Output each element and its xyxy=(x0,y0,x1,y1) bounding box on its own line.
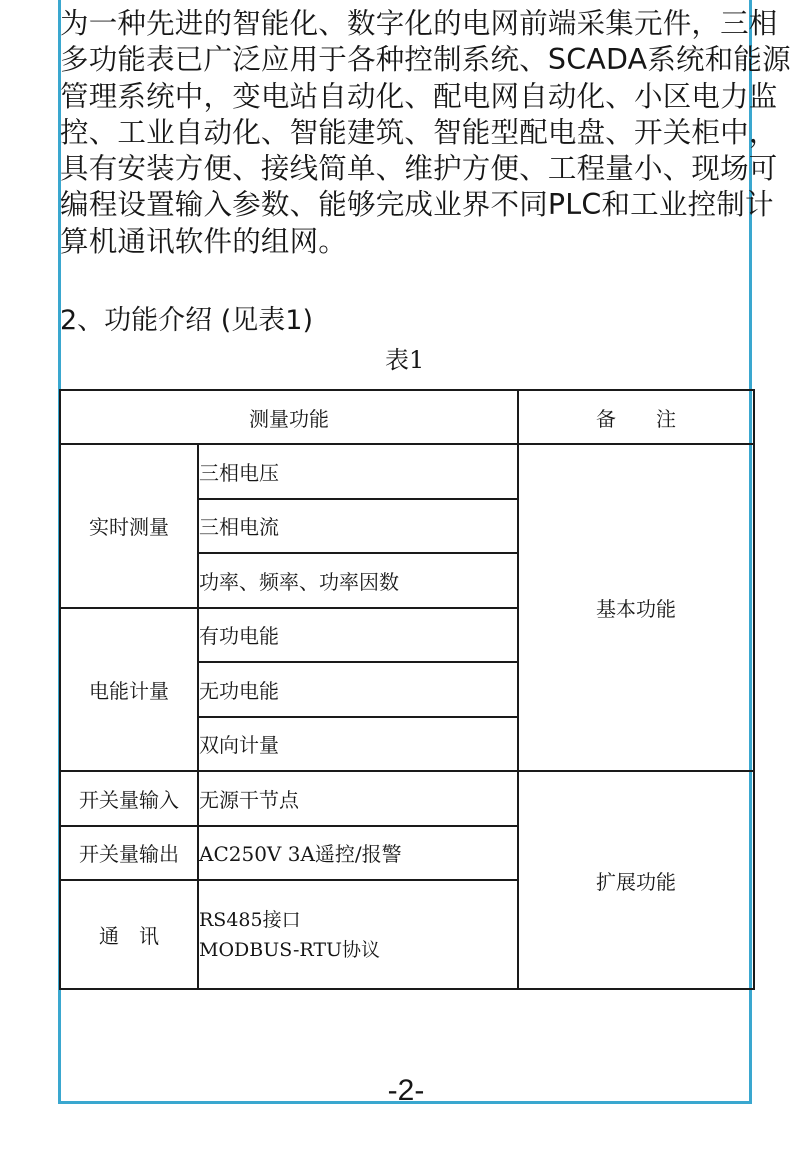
group-digital-input: 开关量输入 xyxy=(60,771,198,826)
page-number: -2- xyxy=(387,1074,425,1107)
item-active-energy: 有功电能 xyxy=(198,608,518,663)
item-power: 功率、频率、功率因数 xyxy=(198,553,518,608)
item-reactive-energy: 无功电能 xyxy=(198,662,518,717)
group-digital-output: 开关量输出 xyxy=(60,826,198,881)
group-energy: 电能计量 xyxy=(60,608,198,772)
intro-line: 算机通讯软件的组网。 xyxy=(60,224,348,258)
item-current: 三相电流 xyxy=(198,499,518,554)
group-realtime: 实时测量 xyxy=(60,444,198,608)
group-communication: 通 讯 xyxy=(60,880,198,989)
header-note: 备 注 xyxy=(518,390,754,444)
note-extended: 扩展功能 xyxy=(518,771,754,989)
section-heading: 2、功能介绍 (见表1) xyxy=(60,305,314,336)
table-row xyxy=(60,444,754,499)
header-measure: 测量功能 xyxy=(60,390,518,444)
intro-paragraph xyxy=(60,6,791,260)
comm-interface: RS485接口 xyxy=(199,908,301,931)
item-dry-contact: 无源干节点 xyxy=(198,771,518,826)
note-basic: 基本功能 xyxy=(518,444,754,771)
item-communication xyxy=(198,880,518,989)
comm-protocol: MODBUS-RTU协议 xyxy=(199,938,381,961)
intro-line: 编程设置输入参数、能够完成业界不同PLC和工业控制计 xyxy=(60,188,774,222)
intro-line: 控、工业自动化、智能建筑、智能型配电盘、开关柜中， xyxy=(60,115,778,149)
item-relay-output: AC250V 3A遥控/报警 xyxy=(198,826,518,881)
intro-line: 具有安装方便、接线简单、维护方便、工程量小、现场可 xyxy=(60,152,778,186)
function-table xyxy=(59,389,755,990)
item-voltage: 三相电压 xyxy=(198,444,518,499)
intro-line: 为一种先进的智能化、数字化的电网前端采集元件，三相 xyxy=(60,7,778,40)
table-header-row xyxy=(60,390,754,444)
table-row xyxy=(60,771,754,826)
intro-line: 多功能表已广泛应用于各种控制系统、SCADA系统和能源 xyxy=(60,43,791,77)
table-caption: 表1 xyxy=(385,346,425,374)
intro-line: 管理系统中，变电站自动化、配电网自动化、小区电力监 xyxy=(60,79,778,113)
item-bidirectional: 双向计量 xyxy=(198,717,518,772)
